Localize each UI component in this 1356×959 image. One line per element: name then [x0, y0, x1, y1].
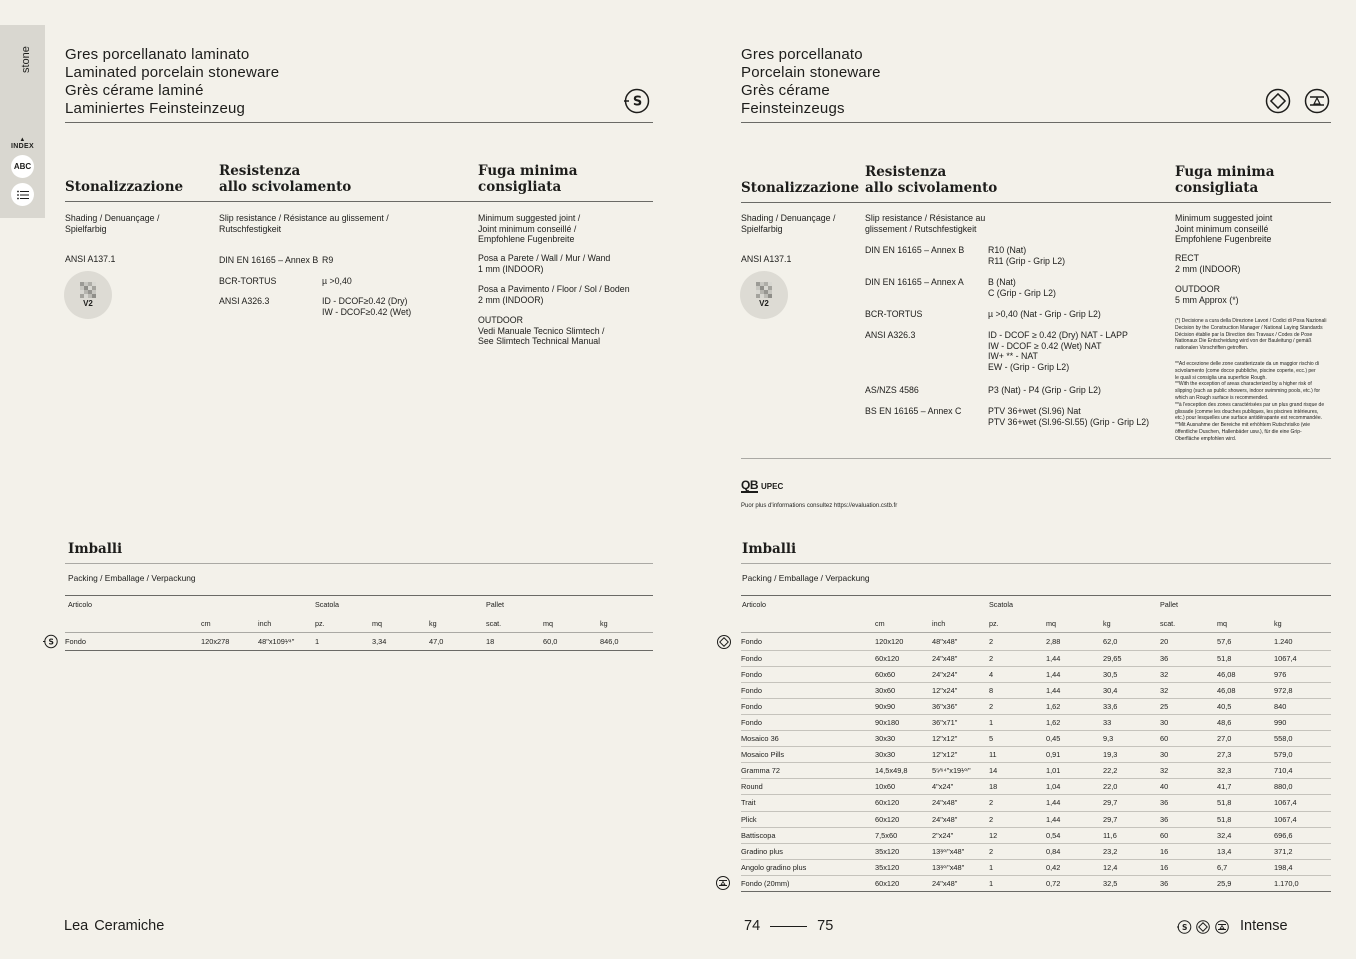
table-cell: 5 — [989, 731, 1046, 747]
brand-name: Lea Ceramiche — [64, 918, 165, 934]
joint-outdoor: OUTDOOR Vedi Manuale Tecnico Slimtech / See Slimtech Technical Manual — [478, 315, 605, 346]
title-fr: Grès cérame — [741, 82, 830, 99]
table-cell: 120x278 — [201, 634, 258, 650]
table-cell: 1 — [989, 714, 1046, 730]
joint-subtitle: Minimum suggested joint / Joint minimum conseillé / Empfohlene Fugenbreite — [478, 213, 581, 244]
table-cell: 46,08 — [1217, 666, 1274, 682]
table-cell: 1,44 — [1046, 666, 1103, 682]
slip-row-asnzs: AS/NZS 4586 P3 (Nat) - P4 (Grip - Grip L2) — [865, 385, 1101, 395]
table-cell: 16 — [1160, 859, 1217, 875]
table-row — [741, 795, 1331, 811]
slip-heading: Resistenza allo scivolamento — [865, 164, 998, 196]
right-col-group-pallet: Pallet — [1160, 600, 1178, 609]
table-cell: 60x120 — [875, 811, 932, 827]
title-en: Porcelain stoneware — [741, 64, 881, 81]
table-cell: 46,08 — [1217, 682, 1274, 698]
table-cell: 3,34 — [372, 634, 429, 650]
table-cell: 11 — [989, 747, 1046, 763]
slip-row-din: DIN EN 16165 – Annex B R9 — [219, 255, 334, 265]
right-col-pz: pz. — [989, 619, 999, 628]
left-packing-title: Imballi — [68, 541, 123, 557]
table-cell: 12"x24" — [932, 682, 989, 698]
table-cell: 4 — [989, 666, 1046, 682]
article-name: Angolo gradino plus — [741, 859, 875, 875]
shading-standard: ANSI A137.1 — [65, 254, 116, 264]
footer-surface-icons — [1176, 919, 1230, 935]
left-col-mq: mq — [372, 619, 382, 628]
table-cell: 57,6 — [1217, 634, 1274, 650]
slimtech-s-icon — [623, 88, 651, 114]
diamond-icon — [1265, 88, 1291, 114]
table-row — [65, 634, 653, 650]
table-cell: 2 — [989, 698, 1046, 714]
table-cell: 36 — [1160, 795, 1217, 811]
right-col-mq: mq — [1046, 619, 1056, 628]
slip-row-ansi: ANSI A326.3 ID - DCOF ≥ 0.42 (Dry) NAT - LAPP IW - DCOF ≥ 0.42 (Wet) NAT IW+ ** - NAT EW - (Grip - Grip L2) — [865, 330, 1128, 372]
table-cell: 36 — [1160, 811, 1217, 827]
table-cell: 47,0 — [429, 634, 486, 650]
table-cell: 0,45 — [1046, 731, 1103, 747]
table-cell: 32 — [1160, 763, 1217, 779]
left-col-pallet-mq: mq — [543, 619, 553, 628]
table-cell: 846,0 — [600, 634, 653, 650]
table-cell: 60 — [1160, 731, 1217, 747]
table-cell: 13³⁄⁴"x48" — [932, 859, 989, 875]
table-cell: 1067,4 — [1274, 795, 1331, 811]
table-cell: 0,84 — [1046, 843, 1103, 859]
table-cell: 2 — [989, 650, 1046, 666]
right-packing-subtitle: Packing / Emballage / Verpackung — [742, 573, 870, 583]
table-cell: 710,4 — [1274, 763, 1331, 779]
table-cell: 29,7 — [1103, 811, 1160, 827]
table-row — [741, 666, 1331, 682]
table-cell: 2 — [989, 811, 1046, 827]
article-name: Fondo — [741, 714, 875, 730]
page-number-left: 74 — [744, 918, 761, 934]
joint-note-1: (*) Decisione a cura della Direzione Lavori / Codici di Posa Nazionali Decision by the Construction Manager / National Laying Standards Décision établie par la Direction des Travaux / Codes de Pose Nationaux Die Entscheidung wird von der Bauleitung / gemäß nationalen Vorschriften getroffen. — [1175, 318, 1327, 352]
left-packing-subtitle: Packing / Emballage / Verpackung — [68, 573, 196, 583]
table-cell: 30,4 — [1103, 682, 1160, 698]
table-cell: 51,8 — [1217, 811, 1274, 827]
table-cell: 14,5x49,8 — [875, 763, 932, 779]
table-cell: 1,44 — [1046, 795, 1103, 811]
upec-logo — [741, 479, 783, 493]
table-cell: 24"x48" — [932, 795, 989, 811]
table-row — [741, 634, 1331, 650]
slip-heading: Resistenza allo scivolamento — [219, 163, 352, 195]
joint-note-2: **Ad eccezione delle zone caratterizzate da un maggior rischio di scivolamento (come docce pubbliche, piscine coperte, ecc.) per le quali si consiglia una superficie Rough. **With the exception of areas characterized by a higher risk of slipping (such as public showers, indoor swimming pools, etc.) for which an Rough surface is recommended. **à l'exception des zones caractérisées par un plus grand risque de glissade (comme les douches publiques, les piscines intérieures, etc.) pour lesquelles une surface antidérapante est recommandée. **Mit Ausnahme der Bereiche mit erhöhtem Rutschrisiko (wie öffentliche Duschen, Hallenbäder usw.), für die eine Grip- Oberfläche empfohlen wird. — [1175, 361, 1325, 442]
left-col-pallet-kg: kg — [600, 619, 608, 628]
table-cell: 13,4 — [1217, 843, 1274, 859]
title-en: Laminated porcelain stoneware — [65, 64, 280, 81]
table-cell: 0,91 — [1046, 747, 1103, 763]
badge-label: V2 — [83, 299, 93, 308]
left-title — [65, 46, 279, 118]
table-cell: 25,9 — [1217, 875, 1274, 891]
title-it: Gres porcellanato laminato — [65, 46, 250, 63]
series-name: Intense — [1240, 918, 1288, 934]
table-cell: 1,44 — [1046, 811, 1103, 827]
table-row — [741, 682, 1331, 698]
table-row — [741, 875, 1331, 891]
left-col-group-pallet: Pallet — [486, 600, 504, 609]
page-number-right: 75 — [817, 918, 834, 934]
table-cell: 32 — [1160, 666, 1217, 682]
table-cell: 48"x109¹⁄⁴" — [258, 634, 315, 650]
article-name: Fondo — [741, 650, 875, 666]
table-cell: 51,8 — [1217, 795, 1274, 811]
table-cell: 19,3 — [1103, 747, 1160, 763]
table-cell: 35x120 — [875, 843, 932, 859]
table-cell: 60x60 — [875, 666, 932, 682]
grip-icon — [715, 875, 731, 891]
article-name: Fondo — [741, 666, 875, 682]
list-icon — [17, 190, 29, 200]
table-cell: 880,0 — [1274, 779, 1331, 795]
table-cell: 30 — [1160, 714, 1217, 730]
table-cell: 22,0 — [1103, 779, 1160, 795]
shading-heading: Stonalizzazione — [65, 179, 184, 195]
table-cell: 30x30 — [875, 731, 932, 747]
slip-row-bcr: BCR-TORTUS µ >0,40 — [219, 276, 352, 286]
table-cell: 7,5x60 — [875, 827, 932, 843]
table-cell: 840 — [1274, 698, 1331, 714]
shading-grid-icon — [80, 282, 96, 298]
sidebar-tab-label[interactable]: stone — [20, 46, 32, 73]
article-name: Mosaico Pills — [741, 747, 875, 763]
left-packing-table — [65, 634, 653, 651]
title-de: Laminiertes Feinsteinzeug — [65, 100, 246, 117]
table-cell: 30 — [1160, 747, 1217, 763]
svg-text:S: S — [48, 637, 54, 647]
left-col-group-article: Articolo — [68, 600, 92, 609]
table-cell: 5⁵⁄⁶⁴"x19¹⁄⁴" — [932, 763, 989, 779]
table-cell: 60,0 — [543, 634, 600, 650]
right-col-inch: inch — [932, 619, 946, 628]
table-cell: 1.240 — [1274, 634, 1331, 650]
table-cell: 62,0 — [1103, 634, 1160, 650]
joint-wall: Posa a Parete / Wall / Mur / Wand 1 mm (INDOOR) — [478, 253, 611, 274]
diamond-icon — [716, 634, 732, 650]
table-cell: 6,7 — [1217, 859, 1274, 875]
table-cell: 51,8 — [1217, 650, 1274, 666]
table-cell: 41,7 — [1217, 779, 1274, 795]
table-cell: 2 — [989, 843, 1046, 859]
table-cell: 32 — [1160, 682, 1217, 698]
table-cell: 90x180 — [875, 714, 932, 730]
article-name: Plick — [741, 811, 875, 827]
table-cell: 18 — [486, 634, 543, 650]
table-cell: 696,6 — [1274, 827, 1331, 843]
article-name: Fondo — [741, 698, 875, 714]
title-de: Feinsteinzeugs — [741, 100, 845, 117]
table-cell: 0,72 — [1046, 875, 1103, 891]
table-cell: 24"x48" — [932, 650, 989, 666]
page-numbers — [744, 918, 833, 934]
table-cell: 14 — [989, 763, 1046, 779]
article-name: Fondo — [65, 634, 201, 650]
title-fr: Grès cérame laminé — [65, 82, 204, 99]
abc-index-button[interactable]: ABC — [11, 155, 34, 178]
table-cell: 12"x12" — [932, 747, 989, 763]
table-cell: 13³⁄⁴"x48" — [932, 843, 989, 859]
article-name: Round — [741, 779, 875, 795]
table-cell: 18 — [989, 779, 1046, 795]
left-col-kg: kg — [429, 619, 437, 628]
badge-label: V2 — [759, 299, 769, 308]
grip-icon — [1304, 88, 1330, 114]
table-cell: 48"x48" — [932, 634, 989, 650]
table-row — [741, 714, 1331, 730]
table-cell: 1,44 — [1046, 650, 1103, 666]
right-packing-title: Imballi — [742, 541, 797, 557]
table-cell: 24"x48" — [932, 875, 989, 891]
table-cell: 579,0 — [1274, 747, 1331, 763]
right-col-group-box: Scatola — [989, 600, 1013, 609]
table-row — [741, 763, 1331, 779]
joint-floor: Posa a Pavimento / Floor / Sol / Boden 2 mm (INDOOR) — [478, 284, 630, 305]
left-col-inch: inch — [258, 619, 272, 628]
table-cell: 32,4 — [1217, 827, 1274, 843]
table-cell: 1,01 — [1046, 763, 1103, 779]
article-name: Fondo — [741, 634, 875, 650]
shading-v2-badge — [740, 271, 788, 319]
index-label[interactable]: ▲ INDEX — [11, 137, 34, 150]
slip-subtitle: Slip resistance / Résistance au glissement / Rutschfestigkeit — [865, 213, 986, 234]
qb-logo: QB — [741, 478, 758, 492]
joint-heading: Fuga minima consigliata — [478, 163, 578, 195]
right-col-cm: cm — [875, 619, 885, 628]
table-cell: 12 — [989, 827, 1046, 843]
table-cell: 29,7 — [1103, 795, 1160, 811]
table-cell: 36"x36" — [932, 698, 989, 714]
table-cell: 16 — [1160, 843, 1217, 859]
table-cell: 20 — [1160, 634, 1217, 650]
table-cell: 29,65 — [1103, 650, 1160, 666]
list-index-button[interactable] — [11, 183, 34, 206]
right-col-kg: kg — [1103, 619, 1111, 628]
shading-subtitle: Shading / Denuançage / Spielfarbig — [65, 213, 160, 234]
table-cell: 90x90 — [875, 698, 932, 714]
joint-heading: Fuga minima consigliata — [1175, 164, 1275, 196]
table-cell: 27,3 — [1217, 747, 1274, 763]
table-cell: 120x120 — [875, 634, 932, 650]
table-row — [741, 779, 1331, 795]
joint-rect: RECT 2 mm (INDOOR) — [1175, 253, 1241, 274]
table-cell: 1067,4 — [1274, 650, 1331, 666]
table-cell: 0,42 — [1046, 859, 1103, 875]
svg-text:S: S — [1181, 922, 1188, 932]
slip-row-ansi: ANSI A326.3 ID - DCOF≥0.42 (Dry) IW - DCOF≥0.42 (Wet) — [219, 296, 412, 317]
table-row — [741, 650, 1331, 666]
table-cell: 11,6 — [1103, 827, 1160, 843]
table-cell: 30x30 — [875, 747, 932, 763]
table-row — [741, 843, 1331, 859]
slip-row-din-b: DIN EN 16165 – Annex B R10 (Nat) R11 (Grip - Grip L2) — [865, 245, 1066, 266]
left-col-scat: scat. — [486, 619, 502, 628]
upec-label: UPEC — [761, 481, 784, 491]
table-cell: 2 — [989, 795, 1046, 811]
table-cell: 36 — [1160, 875, 1217, 891]
article-name: Fondo (20mm) — [741, 875, 875, 891]
article-name: Fondo — [741, 682, 875, 698]
slimtech-s-icon — [42, 634, 59, 649]
right-col-pallet-kg: kg — [1274, 619, 1282, 628]
table-cell: 24"x24" — [932, 666, 989, 682]
table-cell: 12,4 — [1103, 859, 1160, 875]
diamond-icon — [1195, 919, 1211, 935]
table-cell: 25 — [1160, 698, 1217, 714]
right-col-pallet-mq: mq — [1217, 619, 1227, 628]
table-cell: 1 — [315, 634, 372, 650]
slip-subtitle: Slip resistance / Résistance au glissement / Rutschfestigkeit — [219, 213, 389, 234]
slip-row-bs: BS EN 16165 – Annex C PTV 36+wet (Sl.96) Nat PTV 36+wet (Sl.96-Sl.55) (Grip - Grip L2) — [865, 406, 1150, 427]
table-row — [741, 747, 1331, 763]
table-cell: 33,6 — [1103, 698, 1160, 714]
table-cell: 10x60 — [875, 779, 932, 795]
table-cell: 1,44 — [1046, 682, 1103, 698]
table-cell: 60 — [1160, 827, 1217, 843]
table-cell: 2,88 — [1046, 634, 1103, 650]
right-col-scat: scat. — [1160, 619, 1176, 628]
shading-subtitle: Shading / Denuançage / Spielfarbig — [741, 213, 836, 234]
table-row — [741, 698, 1331, 714]
table-cell: 32,5 — [1103, 875, 1160, 891]
table-cell: 8 — [989, 682, 1046, 698]
table-cell: 36 — [1160, 650, 1217, 666]
table-cell: 30x60 — [875, 682, 932, 698]
table-cell: 36"x71" — [932, 714, 989, 730]
table-cell: 23,2 — [1103, 843, 1160, 859]
table-cell: 48,6 — [1217, 714, 1274, 730]
sidebar — [0, 25, 45, 218]
table-cell: 1 — [989, 875, 1046, 891]
article-name: Trait — [741, 795, 875, 811]
left-col-group-box: Scatola — [315, 600, 339, 609]
table-cell: 27,0 — [1217, 731, 1274, 747]
table-cell: 558,0 — [1274, 731, 1331, 747]
table-cell: 60x120 — [875, 795, 932, 811]
article-name: Battiscopa — [741, 827, 875, 843]
table-cell: 0,54 — [1046, 827, 1103, 843]
table-row — [741, 827, 1331, 843]
slimtech-s-icon — [1176, 919, 1192, 935]
svg-text:S: S — [632, 94, 643, 110]
table-cell: 60x120 — [875, 875, 932, 891]
table-cell: 22,2 — [1103, 763, 1160, 779]
shading-v2-badge — [64, 271, 112, 319]
slip-row-bcr: BCR-TORTUS µ >0,40 (Nat - Grip - Grip L2) — [865, 309, 1101, 319]
table-cell: 1,62 — [1046, 714, 1103, 730]
table-row — [741, 859, 1331, 875]
right-col-group-article: Articolo — [742, 600, 766, 609]
table-cell: 2 — [989, 634, 1046, 650]
table-cell: 1,62 — [1046, 698, 1103, 714]
table-cell: 371,2 — [1274, 843, 1331, 859]
left-col-pz: pz. — [315, 619, 325, 628]
article-name: Mosaico 36 — [741, 731, 875, 747]
table-cell: 12"x12" — [932, 731, 989, 747]
table-cell: 40 — [1160, 779, 1217, 795]
table-cell: 60x120 — [875, 650, 932, 666]
table-cell: 2"x24" — [932, 827, 989, 843]
table-cell: 30,5 — [1103, 666, 1160, 682]
upec-info: Puor plus d'informations consultez https://evaluation.cstb.fr — [741, 503, 898, 509]
left-col-cm: cm — [201, 619, 211, 628]
article-name: Gradino plus — [741, 843, 875, 859]
table-cell: 9,3 — [1103, 731, 1160, 747]
table-cell: 1 — [989, 859, 1046, 875]
shading-standard: ANSI A137.1 — [741, 254, 792, 264]
table-cell: 1,04 — [1046, 779, 1103, 795]
table-cell: 1067,4 — [1274, 811, 1331, 827]
table-cell: 33 — [1103, 714, 1160, 730]
table-cell: 24"x48" — [932, 811, 989, 827]
right-title — [741, 46, 881, 118]
table-cell: 972,8 — [1274, 682, 1331, 698]
joint-outdoor: OUTDOOR 5 mm Approx (*) — [1175, 284, 1239, 305]
table-cell: 1.170,0 — [1274, 875, 1331, 891]
article-name: Gramma 72 — [741, 763, 875, 779]
slip-row-din-a: DIN EN 16165 – Annex A B (Nat) C (Grip - Grip L2) — [865, 277, 1056, 298]
grip-icon — [1214, 919, 1230, 935]
table-cell: 35x120 — [875, 859, 932, 875]
table-row — [741, 811, 1331, 827]
shading-grid-icon — [756, 282, 772, 298]
table-row — [741, 731, 1331, 747]
table-cell: 198,4 — [1274, 859, 1331, 875]
table-cell: 976 — [1274, 666, 1331, 682]
table-cell: 4"x24" — [932, 779, 989, 795]
joint-subtitle: Minimum suggested joint Joint minimum conseillé Empfohlene Fugenbreite — [1175, 213, 1273, 244]
shading-heading: Stonalizzazione — [741, 180, 860, 196]
table-cell: 40,5 — [1217, 698, 1274, 714]
table-cell: 32,3 — [1217, 763, 1274, 779]
right-packing-table — [741, 634, 1331, 892]
title-it: Gres porcellanato — [741, 46, 863, 63]
table-cell: 990 — [1274, 714, 1331, 730]
